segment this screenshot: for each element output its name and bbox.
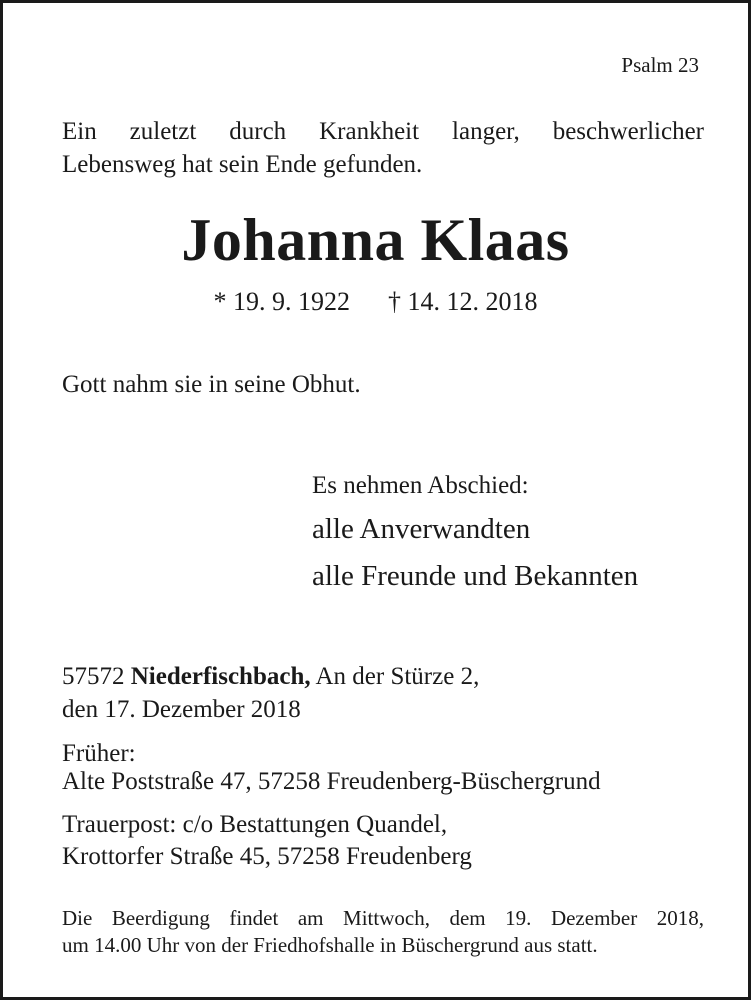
former-address: Alte Poststraße 47, 57258 Freudenberg-Büschergrund bbox=[62, 768, 601, 795]
psalm-reference: Psalm 23 bbox=[621, 53, 699, 77]
birth-date: * 19. 9. 1922 bbox=[213, 287, 350, 316]
notice-date: den 17. Dezember 2018 bbox=[62, 696, 301, 723]
street-address: An der Stürze 2, bbox=[315, 663, 480, 690]
mourner-line: alle Anverwandten bbox=[312, 513, 531, 545]
quote-text: Gott nahm sie in seine Obhut. bbox=[62, 371, 361, 398]
farewell-label: Es nehmen Abschied: bbox=[312, 472, 529, 499]
intro-line-1: Ein zuletzt durch Krankheit langer, beschwerlicher bbox=[62, 118, 704, 145]
condolence-mail-line-1: Trauerpost: c/o Bestattungen Quandel, bbox=[62, 811, 448, 838]
condolence-mail-line-2: Krottorfer Straße 45, 57258 Freudenberg bbox=[62, 843, 472, 870]
funeral-info bbox=[62, 905, 704, 959]
death-date: † 14. 12. 2018 bbox=[388, 287, 538, 316]
mourner-line: alle Freunde und Bekannten bbox=[312, 560, 639, 592]
town-name: Niederfischbach, bbox=[130, 663, 311, 690]
funeral-line-1: Die Beerdigung findet am Mittwoch, dem 19. Dezember 2018, bbox=[62, 906, 704, 930]
deceased-name: Johanna Klaas bbox=[181, 207, 570, 273]
funeral-line-2: um 14.00 Uhr von der Friedhofshalle in Büschergrund aus statt. bbox=[62, 933, 598, 957]
life-dates bbox=[3, 287, 748, 317]
residence-address bbox=[62, 663, 479, 691]
intro-text bbox=[62, 115, 704, 181]
zip-code: 57572 bbox=[62, 663, 125, 690]
intro-line-2: Lebensweg hat sein Ende gefunden. bbox=[62, 151, 423, 178]
former-label: Früher: bbox=[62, 740, 136, 767]
